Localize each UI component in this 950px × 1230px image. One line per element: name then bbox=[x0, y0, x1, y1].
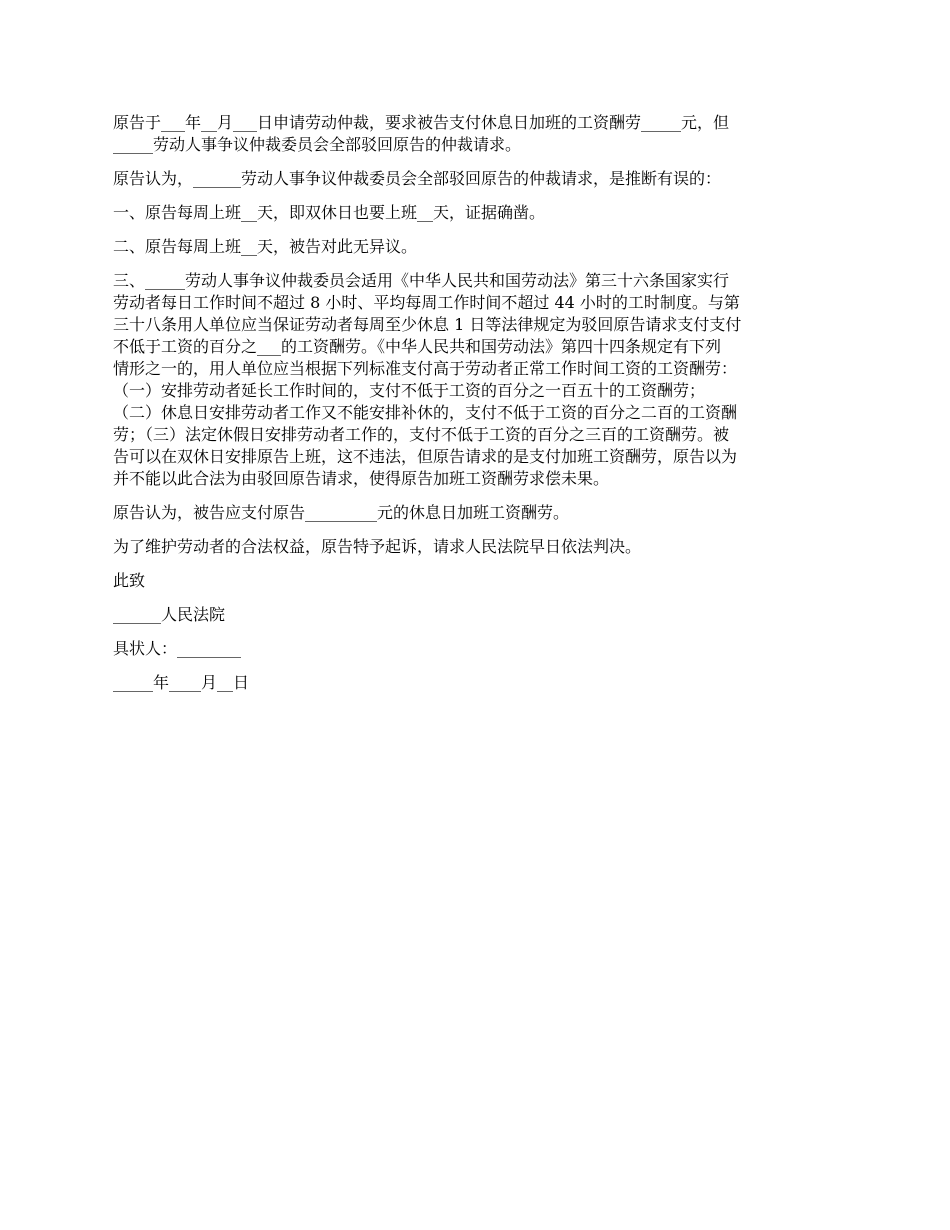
text-line: ______人民法院 bbox=[113, 605, 226, 624]
text-line: 具状人：________ bbox=[113, 639, 242, 658]
text-line: 三、_____劳动人事争议仲裁委员会适用《中华人民共和国劳动法》第三十六条国家实行 bbox=[113, 271, 730, 290]
document-body bbox=[113, 112, 839, 706]
text-line: 原告认为，______劳动人事争议仲裁委员会全部驳回原告的仲裁请求，是推断有误的： bbox=[113, 169, 722, 188]
text-line: 一、原告每周上班__天，即双休日也要上班__天，证据确凿。 bbox=[113, 203, 546, 222]
paragraph-point-three bbox=[113, 270, 839, 490]
text-line: 三十八条用人单位应当保证劳动者每周至少休息 1 日等法律规定为驳回原告请求支付支付 bbox=[113, 315, 742, 334]
text-line: 此致 bbox=[113, 571, 146, 590]
court-addressee bbox=[113, 604, 839, 626]
paragraph-request bbox=[113, 536, 839, 558]
paragraph-point-one bbox=[113, 202, 839, 224]
paragraph-point-two bbox=[113, 236, 839, 258]
text-line: 二、原告每周上班__天，被告对此无异议。 bbox=[113, 237, 418, 256]
text-line: 为了维护劳动者的合法权益，原告特予起诉，请求人民法院早日依法判决。 bbox=[113, 537, 642, 556]
text-line: 不低于工资的百分之___的工资酬劳。《中华人民共和国劳动法》第四十四条规定有下列 bbox=[113, 337, 722, 356]
text-line: 情形之一的，用人单位应当根据下列标准支付高于劳动者正常工作时间工资的工资酬劳： bbox=[113, 359, 738, 378]
paragraph-arbitration-request bbox=[113, 112, 839, 156]
paragraph-plaintiff-view bbox=[113, 168, 839, 190]
text-line: 劳；（三）法定休假日安排劳动者工作的，支付不低于工资的百分之三百的工资酬劳。被 bbox=[113, 425, 730, 444]
text-line: _____年____月__日 bbox=[113, 673, 250, 692]
text-line: 原告认为，被告应支付原告_________元的休息日加班工资酬劳。 bbox=[113, 503, 570, 522]
text-line: 并不能以此合法为由驳回原告请求，使得原告加班工资酬劳求偿未果。 bbox=[113, 469, 610, 488]
text-line: 告可以在双休日安排原告上班，这不违法，但原告请求的是支付加班工资酬劳，原告以为 bbox=[113, 447, 738, 466]
text-line: _____劳动人事争议仲裁委员会全部驳回原告的仲裁请求。 bbox=[113, 135, 522, 154]
closing-salutation bbox=[113, 570, 839, 592]
date-line bbox=[113, 672, 839, 694]
text-line: 劳动者每日工作时间不超过 8 小时、平均每周工作时间不超过 44 小时的工时制度。与第 bbox=[113, 293, 740, 312]
paragraph-claim-amount bbox=[113, 502, 839, 524]
signatory-line bbox=[113, 638, 839, 660]
text-line: 原告于___年__月___日申请劳动仲裁，要求被告支付休息日加班的工资酬劳_____元，但 bbox=[113, 113, 730, 132]
text-line: （一）安排劳动者延长工作时间的，支付不低于工资的百分之一百五十的工资酬劳； bbox=[113, 381, 706, 400]
text-line: （二）休息日安排劳动者工作又不能安排补休的，支付不低于工资的百分之二百的工资酬 bbox=[113, 403, 738, 422]
